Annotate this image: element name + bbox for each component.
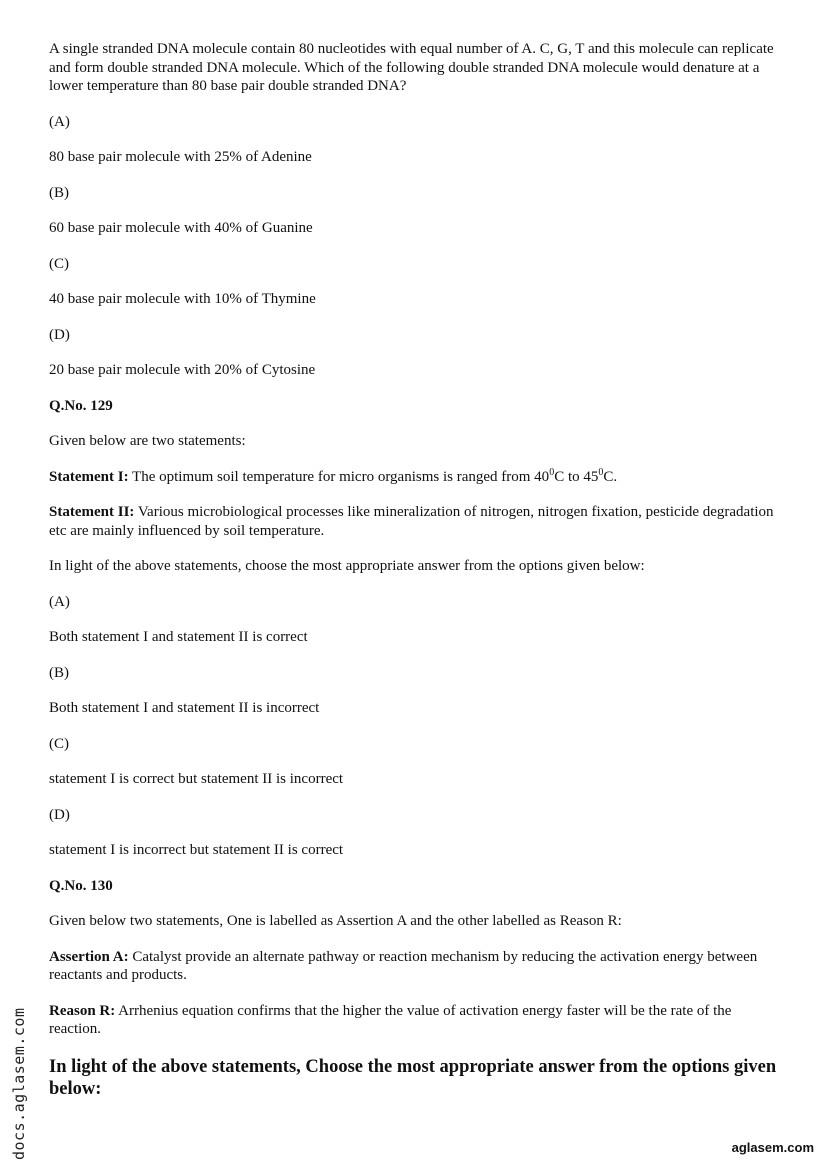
q129-option-a-text: Both statement I and statement II is correct [49, 629, 308, 645]
q129-option-d-text: statement I is incorrect but statement II is correct [49, 842, 344, 858]
q129-intro: Given below are two statements: [49, 433, 246, 449]
q130-assertion [49, 948, 784, 985]
statement-2-text: Various microbiological processes like mineralization of nitrogen, nitrogen fixation, pesticide degradation etc are mainly influenced by soil temperature. [49, 504, 774, 539]
statement-2-label: Statement II: [49, 504, 135, 520]
statement-1-text-c: C. [603, 468, 618, 485]
q129-statement-1 [49, 468, 784, 487]
reason-text: Arrhenius equation confirms that the higher the value of activation energy faster will be the rate of the reaction. [49, 1002, 732, 1037]
statement-1-text-a: The optimum soil temperature for micro organisms is ranged from 40 [128, 468, 550, 485]
q129-option-d-letter: (D) [49, 806, 70, 823]
q128-option-c-text: 40 base pair molecule with 10% of Thymine [49, 291, 316, 307]
q128-option-c-letter: (C) [49, 255, 69, 272]
reason-label: Reason R: [49, 1002, 116, 1019]
question-page [49, 40, 784, 1100]
q129-instruction: In light of the above statements, choose the most appropriate answer from the options given below: [49, 558, 645, 574]
statement-1-label: Statement I: [49, 468, 129, 485]
assertion-label: Assertion A: [49, 948, 129, 965]
q128-stem: A single stranded DNA molecule contain 80 nucleotides with equal number of A. C, G, T and this molecule can replicate and form double stranded DNA molecule. Which of the following double stranded DNA molecule would denature at a lower temperature than 80 base pair double stranded DNA? [49, 41, 774, 94]
assertion-text: Catalyst provide an alternate pathway or reaction mechanism by reducing the activation energy between reactants and products. [49, 948, 758, 983]
q129-statement-2 [49, 503, 784, 540]
q129-option-b-letter: (B) [49, 664, 69, 681]
q128-option-a-letter: (A) [49, 113, 70, 130]
q130-number: Q.No. 130 [49, 877, 113, 894]
q129-option-c-letter: (C) [49, 735, 69, 752]
degree-superscript-2: 0 [598, 466, 604, 478]
q128-option-d-text: 20 base pair molecule with 20% of Cytosine [49, 362, 316, 378]
degree-superscript-1: 0 [549, 466, 555, 478]
q128-option-a-text: 80 base pair molecule with 25% of Adenine [49, 149, 312, 165]
q128-option-b-text: 60 base pair molecule with 40% of Guanine [49, 220, 313, 236]
side-watermark: docs.aglasem.com [10, 1007, 28, 1160]
q130-intro: Given below two statements, One is labelled as Assertion A and the other labelled as Reason R: [49, 913, 622, 929]
q129-number: Q.No. 129 [49, 397, 113, 414]
q129-option-a-letter: (A) [49, 593, 70, 610]
q129-option-c-text: statement I is correct but statement II is incorrect [49, 771, 344, 787]
q130-instruction: In light of the above statements, Choose the most appropriate answer from the options given below: [49, 1056, 777, 1099]
statement-1-text-b: C to 45 [554, 468, 599, 485]
footer-brand: aglasem.com [731, 1139, 814, 1155]
q130-reason [49, 1002, 784, 1039]
q128-option-d-letter: (D) [49, 326, 70, 343]
q128-option-b-letter: (B) [49, 184, 69, 201]
q129-option-b-text: Both statement I and statement II is incorrect [49, 700, 320, 716]
